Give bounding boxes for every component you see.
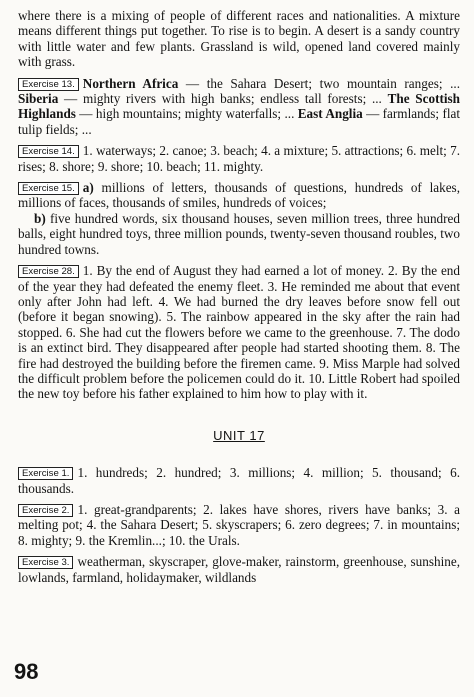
exercise-15-b bbox=[18, 211, 460, 257]
ex15-a-marker: a) bbox=[82, 180, 94, 196]
exercise-28-text: 1. By the end of August they had earned a lot of money. 2. By the end of the year they had defeated the enemy fleet. 3. He reminded me about that event only after John had left. 4. We had burned the dry leaves before snow fell out (before it began snowing). 5. The rainbow appeared in the sky after the rain had stopped. 6. She had cut the flowers before we came to the greenhouse. 7. The dodo is an extinct bird. They disappeared after people had started shooting them. 8. The fire had destroyed the building before the firemen came. 9. Miss Marple had solved the difficult problem before the policemen could do it. 10. Little Robert had spoiled the new toy before his father explained to him how to play with it. bbox=[18, 263, 460, 402]
page-content bbox=[18, 8, 460, 585]
unit17-exercise-2 bbox=[18, 502, 460, 548]
ex13-text-3: — high mountains; mighty waterfalls; ... bbox=[75, 106, 298, 122]
unit17-exercise-2-label: Exercise 2. bbox=[18, 504, 73, 517]
exercise-13-label: Exercise 13. bbox=[18, 78, 79, 91]
exercise-15-a-text: millions of letters, thousands of questions, hundreds of lakes, millions of faces, thousands of smiles, hundreds of voices; bbox=[18, 180, 460, 211]
unit-title: UNIT 17 bbox=[213, 427, 265, 443]
unit17-exercise-3-text: weatherman, skyscraper, glove-maker, rainstorm, greenhouse, sunshine, lowlands, farmland, holidaymaker, wildlands bbox=[18, 554, 460, 585]
unit17-exercise-3-label: Exercise 3. bbox=[18, 556, 73, 569]
ex13-text-2: — mighty rivers with high banks; endless tall forests; ... bbox=[58, 91, 388, 107]
page-number: 98 bbox=[14, 659, 39, 684]
ex13-text-4: — farmlands; flat tulip fields; ... bbox=[18, 106, 461, 137]
exercise-14 bbox=[18, 143, 460, 174]
ex13-northern-africa: Northern Africa bbox=[82, 75, 179, 91]
exercise-28-label: Exercise 28. bbox=[18, 265, 79, 278]
ex13-scottish-highlands: The Scottish Highlands bbox=[18, 91, 460, 122]
ex15-b-marker: b) bbox=[34, 210, 46, 226]
unit17-exercise-1-label: Exercise 1. bbox=[18, 467, 73, 480]
intro-paragraph: where there is a mixing of people of different races and nationalities. A mixture means different things put together. To rise is to begin. A desert is a sandy country with little water and few plants. Grassland is wild, opened land covered mainly with grass. bbox=[18, 8, 460, 70]
exercise-14-label: Exercise 14. bbox=[18, 145, 79, 158]
exercise-13 bbox=[18, 76, 460, 138]
exercise-28 bbox=[18, 263, 460, 402]
ex13-siberia: Siberia bbox=[18, 91, 59, 107]
exercise-15-b-text: five hundred words, six thousand houses, seven million trees, three hundred balls, eight hundred toys, three million pounds, twenty-seven thousand roubles, two hundred towns. bbox=[18, 210, 460, 257]
exercise-15-label: Exercise 15. bbox=[18, 182, 79, 195]
unit17-exercise-1 bbox=[18, 465, 460, 496]
unit17-exercise-3 bbox=[18, 554, 460, 585]
unit17-exercise-2-text: 1. great-grandparents; 2. lakes have shores, rivers have banks; 3. a melting pot; 4. the Sahara Desert; 5. skyscrapers; 6. zero degrees; 7. in mountains; 8. mighty; 9. the Kremlin...; 10. the Urals. bbox=[18, 501, 460, 548]
ex13-text-1: — the Sahara Desert; two mountain ranges; ... bbox=[178, 75, 460, 91]
ex13-east-anglia: East Anglia bbox=[297, 106, 363, 122]
exercise-14-text: 1. waterways; 2. canoe; 3. beach; 4. a mixture; 5. attractions; 6. melt; 7. rises; 8. shore; 9. shore; 10. beach; 11. mighty. bbox=[18, 143, 460, 174]
exercise-15-a bbox=[18, 180, 460, 211]
unit17-exercise-1-text: 1. hundreds; 2. hundred; 3. millions; 4. million; 5. thousand; 6. thousands. bbox=[18, 465, 460, 496]
